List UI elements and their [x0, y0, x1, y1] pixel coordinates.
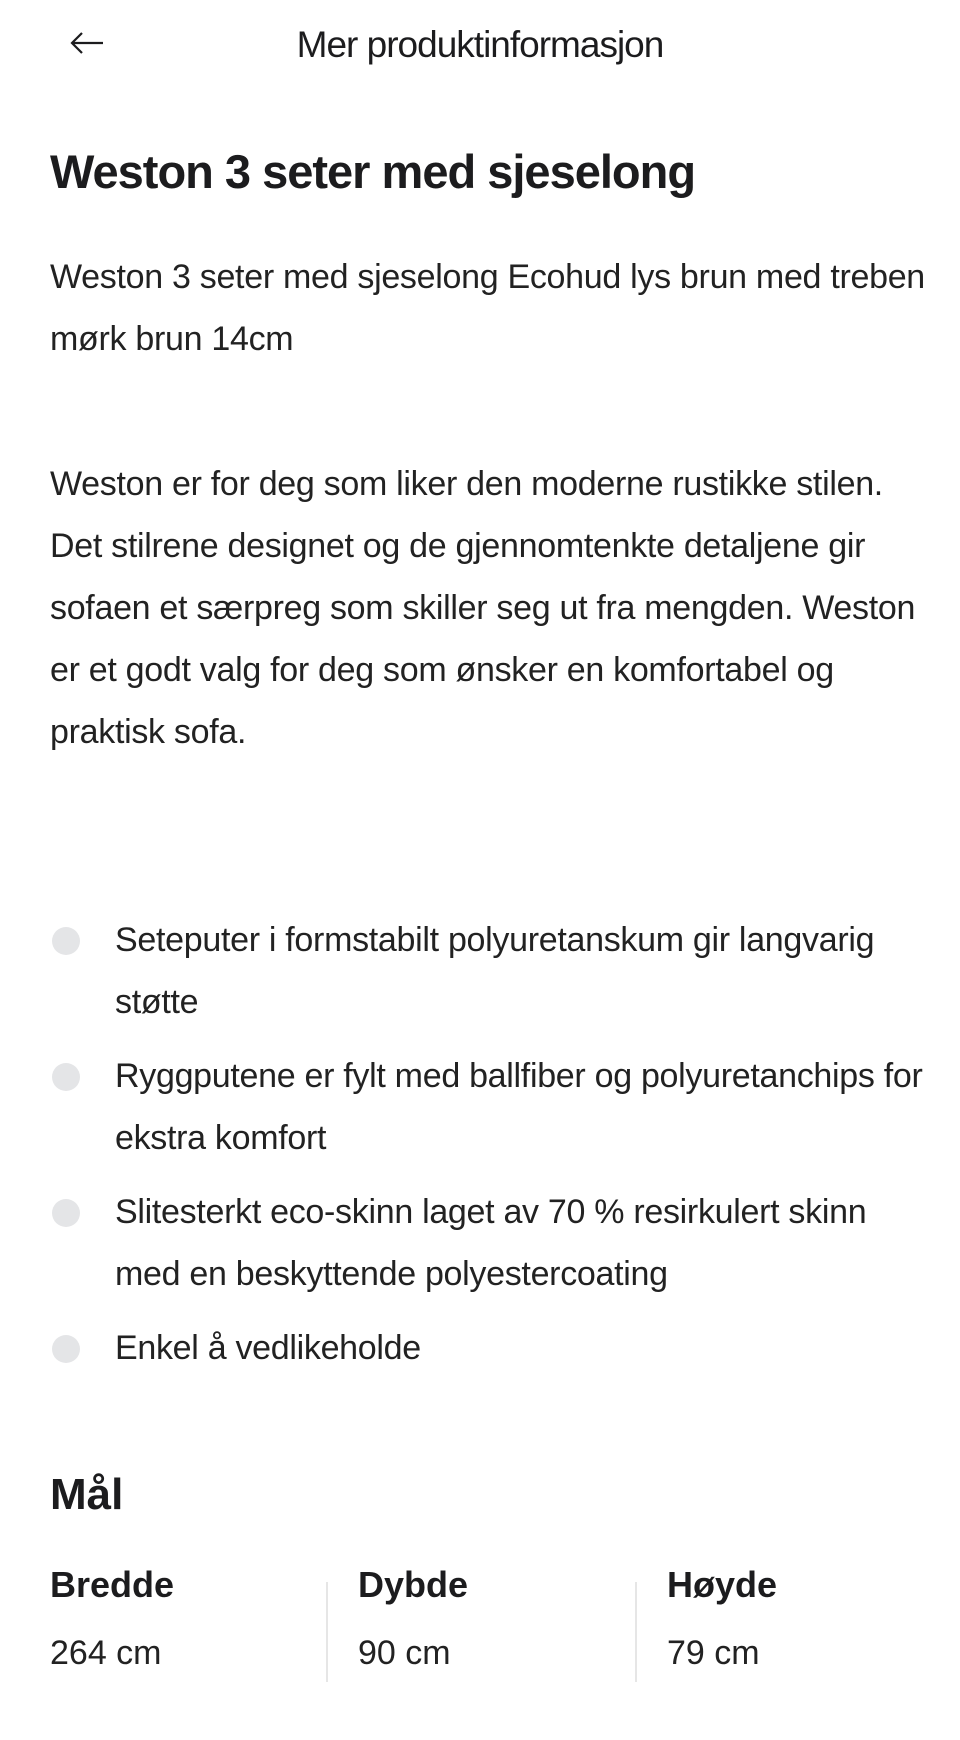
dimension-width: [50, 1560, 330, 1678]
dimensions-table: [50, 1560, 950, 1680]
dimension-value: 79 cm: [667, 1634, 760, 1672]
list-item: [50, 1317, 930, 1379]
dimension-label: Dybde: [358, 1564, 469, 1605]
feature-text: Seteputer i formstabilt polyuretanskum gir langvarig støtte: [115, 921, 875, 1021]
dimension-value: 90 cm: [358, 1634, 451, 1672]
bullet-icon: [52, 1199, 80, 1227]
dimension-height: [667, 1560, 947, 1678]
feature-text: Ryggputene er fylt med ballfiber og polyuretanchips for ekstra komfort: [115, 1057, 923, 1157]
feature-list: [50, 909, 930, 1391]
bullet-icon: [52, 1063, 80, 1091]
list-item: [50, 1181, 930, 1305]
divider: [326, 1582, 328, 1682]
list-item: [50, 1045, 930, 1169]
product-description: Weston er for deg som liker den moderne rustikke stilen. Det stilrene designet og de gjennomtenkte detaljene gir sofaen et særpreg som skiller seg ut fra mengden. Weston er et godt valg for deg som ønsker en komfortabel og praktisk sofa.: [50, 465, 916, 751]
product-name: Weston 3 seter med sjeselong: [50, 145, 696, 198]
bullet-icon: [52, 1335, 80, 1363]
feature-text: Slitesterkt eco-skinn laget av 70 % resirkulert skinn med en beskyttende polyestercoating: [115, 1193, 867, 1293]
list-item: [50, 909, 930, 1033]
dimensions-heading: Mål: [50, 1470, 124, 1519]
bullet-icon: [52, 927, 80, 955]
feature-text: Enkel å vedlikeholde: [115, 1329, 421, 1367]
dimension-label: Bredde: [50, 1564, 175, 1605]
dimension-value: 264 cm: [50, 1634, 162, 1672]
dimension-label: Høyde: [667, 1564, 778, 1605]
product-subtitle: Weston 3 seter med sjeselong Ecohud lys brun med treben mørk brun 14cm: [50, 258, 925, 358]
top-bar: [0, 0, 960, 90]
divider: [635, 1582, 637, 1682]
dimension-depth: [358, 1560, 638, 1678]
page-title: Mer produktinformasjon: [296, 24, 664, 65]
